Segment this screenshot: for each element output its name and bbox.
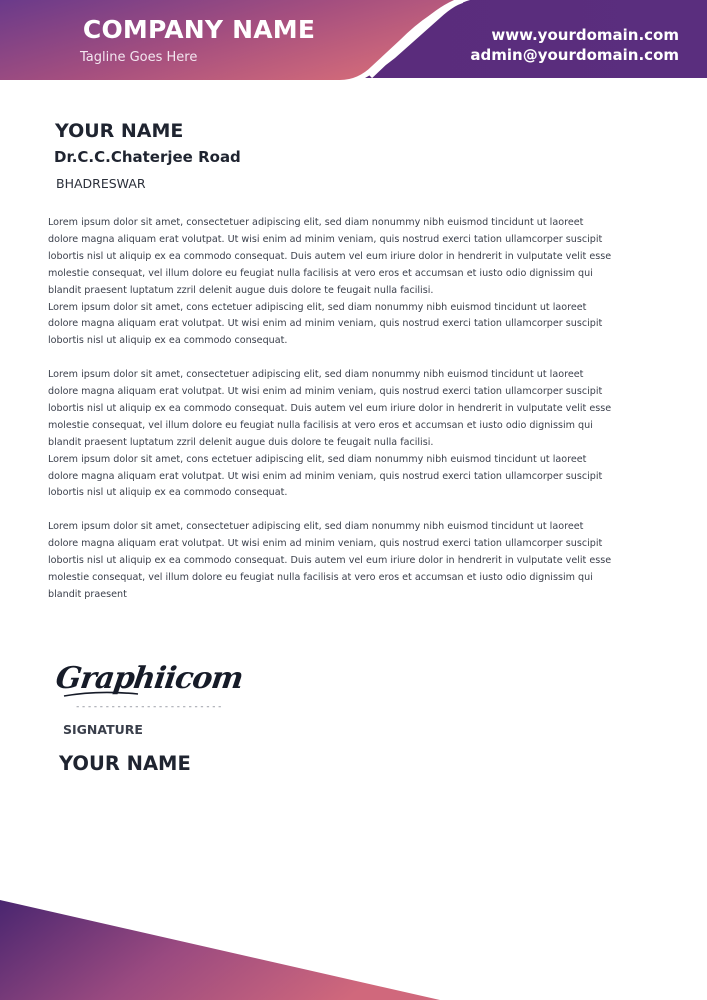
body-line: molestie consequat, vel illum dolore eu feugiat nulla facilisis at vero eros et accumsan et iusto odio dignissim qui xyxy=(48,572,593,583)
body-line: Lorem ipsum dolor sit amet, cons ectetuer adipiscing elit, sed diam nonummy nibh euismod tincidunt ut laoreet xyxy=(48,301,587,313)
body-line: dolore magna aliquam erat volutpat. Ut wisi enim ad minim veniam, quis nostrud exerci tation ullamcorper suscipit xyxy=(48,233,603,245)
handwritten-signature xyxy=(53,650,245,706)
letter-body xyxy=(48,215,648,604)
signature-label: SIGNATURE xyxy=(63,722,143,737)
footer-banner xyxy=(0,895,707,1000)
body-line: dolore magna aliquam erat volutpat. Ut wisi enim ad minim veniam, quis nostrud exerci tation ullamcorper suscipit xyxy=(48,386,603,398)
paragraph-2 xyxy=(48,367,648,502)
contact-block xyxy=(470,25,679,65)
body-line: molestie consequat, vel illum dolore eu feugiat nulla facilisis at vero eros et accumsan et iusto odio dignissim qui xyxy=(48,267,593,279)
paragraph-3 xyxy=(48,519,648,604)
body-line: lobortis nisl ut aliquip ex ea commodo consequat. Duis autem vel eum iriure dolor in hendrerit in vulputate velit esse xyxy=(48,555,612,567)
body-line: dolore magna aliquam erat volutpat. Ut wisi enim ad minim veniam, quis nostrud exerci tation ullamcorper suscipit xyxy=(48,538,603,550)
sender-street: Dr.C.C.Chaterjee Road xyxy=(54,148,241,166)
body-line: Lorem ipsum dolor sit amet, cons ectetuer adipiscing elit, sed diam nonummy nibh euismod tincidunt ut laoreet xyxy=(48,453,587,465)
paragraph-1 xyxy=(48,215,648,350)
email-link[interactable]: admin@yourdomain.com xyxy=(470,46,679,64)
body-line: dolore magna aliquam erat volutpat. Ut wisi enim ad minim veniam, quis nostrud exerci tation ullamcorper suscipit xyxy=(48,318,603,330)
body-line: blandit praesent luptatum zzril delenit augue duis dolore te feugait nulla facilisi. xyxy=(48,284,434,296)
body-line: lobortis nisl ut aliquip ex ea commodo consequat. xyxy=(48,335,288,347)
body-line: blandit praesent luptatum zzril delenit augue duis dolore te feugait nulla facilisi. xyxy=(48,436,434,448)
svg-text:Graphiicom: Graphiicom xyxy=(53,661,245,696)
sender-city: BHADRESWAR xyxy=(56,176,146,191)
body-line: Lorem ipsum dolor sit amet, consectetuer adipiscing elit, sed diam nonummy nibh euismod tincidunt ut laoreet xyxy=(48,369,584,381)
body-line: Lorem ipsum dolor sit amet, consectetuer adipiscing elit, sed diam nonummy nibh euismod tincidunt ut laoreet xyxy=(48,217,584,228)
company-name: COMPANY NAME xyxy=(82,15,316,44)
body-line: dolore magna aliquam erat volutpat. Ut wisi enim ad minim veniam, quis nostrud exerci tation ullamcorper suscipit xyxy=(48,470,603,482)
body-line: lobortis nisl ut aliquip ex ea commodo consequat. Duis autem vel eum iriure dolor in hendrerit in vulputate velit esse xyxy=(48,250,612,262)
signatory-name: YOUR NAME xyxy=(59,752,191,775)
body-line: blandit praesent xyxy=(48,588,127,600)
body-line: lobortis nisl ut aliquip ex ea commodo consequat. Duis autem vel eum iriure dolor in hendrerit in vulputate velit esse xyxy=(48,402,612,414)
company-tagline: Tagline Goes Here xyxy=(80,50,198,65)
body-line: molestie consequat, vel illum dolore eu feugiat nulla facilisis at vero eros et accumsan et iusto odio dignissim qui xyxy=(48,419,593,431)
body-line: lobortis nisl ut aliquip ex ea commodo consequat. xyxy=(48,487,288,499)
body-line: Lorem ipsum dolor sit amet, consectetuer adipiscing elit, sed diam nonummy nibh euismod tincidunt ut laoreet xyxy=(48,521,584,533)
sender-name: YOUR NAME xyxy=(55,120,184,142)
signature-line: ------------------------- xyxy=(75,702,223,712)
website-link[interactable]: www.yourdomain.com xyxy=(491,26,679,44)
